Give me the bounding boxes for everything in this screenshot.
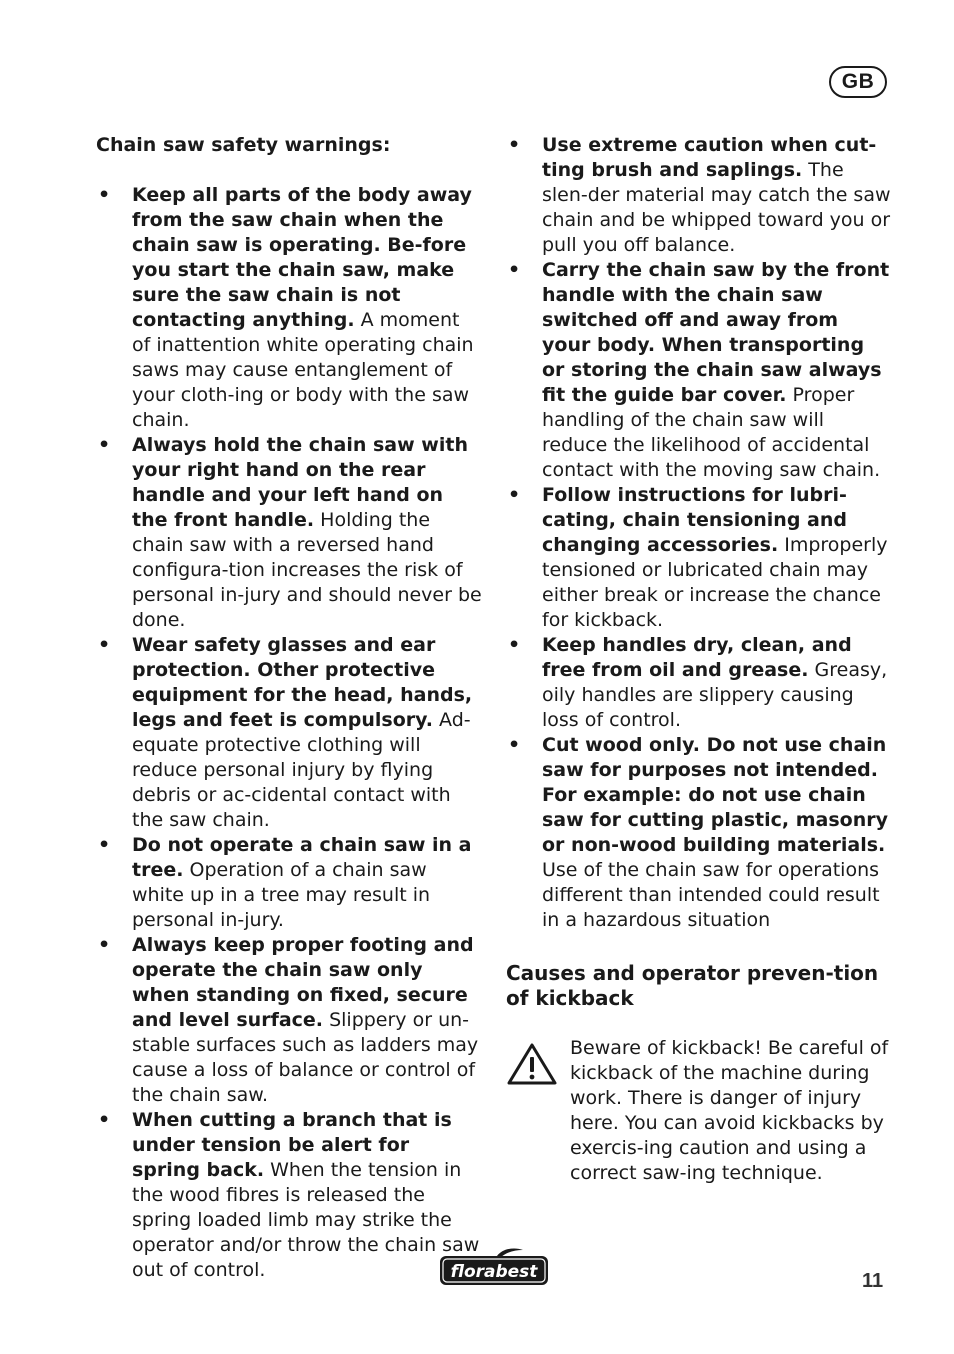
warning-text: Beware of kickback! Be careful of kickback of the machine during work. There is danger of injury here. You can avoid kickbacks by exercis-ing caution and using a correct saw-ing technique. — [570, 1037, 889, 1184]
list-item — [96, 183, 482, 433]
list-item — [96, 933, 482, 1108]
item-bold: Use extreme caution when cut-ting brush and saplings. — [542, 134, 877, 181]
item-text: Improperly tensioned or lubricated chain may either break or increase the chance for kickback. — [542, 534, 888, 631]
bullet: • — [98, 634, 111, 656]
item-bold: Always hold the chain saw with your right hand on the rear handle and your left hand on the front handle. — [132, 434, 468, 531]
item-text: Holding the chain saw with a reversed hand configura-tion increases the risk of personal in-jury and should never be done. — [132, 509, 482, 631]
list-item — [506, 258, 892, 483]
item-bold: Carry the chain saw by the front handle with the chain saw switched off and away from your body. When transporting or storing the chain saw always fit the guide bar cover. — [542, 259, 890, 406]
item-text: Ad-equate protective clothing will reduce personal injury by flying debris or ac-cidental contact with the saw chain. — [132, 709, 471, 831]
item-text: Greasy, oily handles are slippery causing loss of control. — [542, 659, 888, 731]
bullet: • — [98, 184, 111, 206]
list-item — [96, 433, 482, 633]
warnings-list-right — [506, 133, 892, 933]
bullet: • — [508, 134, 521, 156]
language-badge: GB — [829, 66, 887, 98]
item-bold: Keep all parts of the body away from the saw chain when the chain saw is operating. Be-fore you start the chain saw, make sure the saw chain is not contacting anything. — [132, 184, 472, 331]
bullet: • — [98, 934, 111, 956]
item-bold: Do not operate a chain saw in a tree. — [132, 834, 472, 881]
item-bold: Wear safety glasses and ear protection. Other protective equipment for the head, hands, legs and feet is compulsory. — [132, 634, 473, 731]
list-item — [506, 633, 892, 733]
bullet: • — [98, 434, 111, 456]
list-item — [96, 1108, 482, 1283]
bullet: • — [508, 484, 521, 506]
item-bold: Cut wood only. Do not use chain saw for purposes not intended. For example: do not use chain saw for cutting plastic, masonry or non-wood building materials. — [542, 734, 889, 856]
bullet: • — [98, 834, 111, 856]
item-text: Use of the chain saw for operations different than intended could result in a hazardous situation — [542, 859, 880, 931]
right-column — [506, 133, 892, 1186]
item-text: A moment of inattention white operating chain saws may cause entanglement of your cloth-ing or body with the saw chain. — [132, 309, 474, 431]
svg-text:florabest: florabest — [450, 1262, 538, 1282]
list-item — [506, 133, 892, 258]
list-item — [506, 483, 892, 633]
kickback-section-title: Causes and operator preven-tion of kickback — [506, 961, 879, 1010]
item-text: The slen-der material may catch the saw chain and be whipped toward you or pull you off balance. — [542, 159, 891, 256]
item-text: When the tension in the wood fibres is released the spring loaded limb may strike the operator and/or throw the chain saw out of control. — [132, 1159, 480, 1281]
left-column — [96, 133, 482, 1283]
bullet: • — [508, 634, 521, 656]
bullet: • — [508, 734, 521, 756]
item-bold: When cutting a branch that is under tension be alert for spring back. — [132, 1109, 452, 1181]
warning-triangle-icon — [506, 1042, 558, 1093]
item-text: Operation of a chain saw white up in a tree may result in personal in-jury. — [132, 859, 431, 931]
section-heading: Chain saw safety warnings: — [96, 134, 391, 156]
bullet: • — [98, 1109, 111, 1131]
item-bold: Always keep proper footing and operate the chain saw only when standing on fixed, secure and level surface. — [132, 934, 474, 1031]
item-bold: Follow instructions for lubri-cating, chain tensioning and changing accessories. — [542, 484, 848, 556]
page-number: 11 — [862, 1270, 884, 1292]
bullet: • — [508, 259, 521, 281]
kickback-warning — [506, 1036, 892, 1186]
list-item — [96, 633, 482, 833]
item-text: Proper handling of the chain saw will reduce the likelihood of accidental contact with the moving saw chain. — [542, 384, 881, 481]
list-item — [96, 833, 482, 933]
item-text: Slippery or un-stable surfaces such as ladders may cause a loss of balance or control of the chain saw. — [132, 1009, 479, 1106]
list-item — [506, 733, 892, 933]
warnings-list-left — [96, 183, 482, 1283]
item-bold: Keep handles dry, clean, and free from oil and grease. — [542, 634, 852, 681]
florabest-logo — [437, 1246, 551, 1288]
